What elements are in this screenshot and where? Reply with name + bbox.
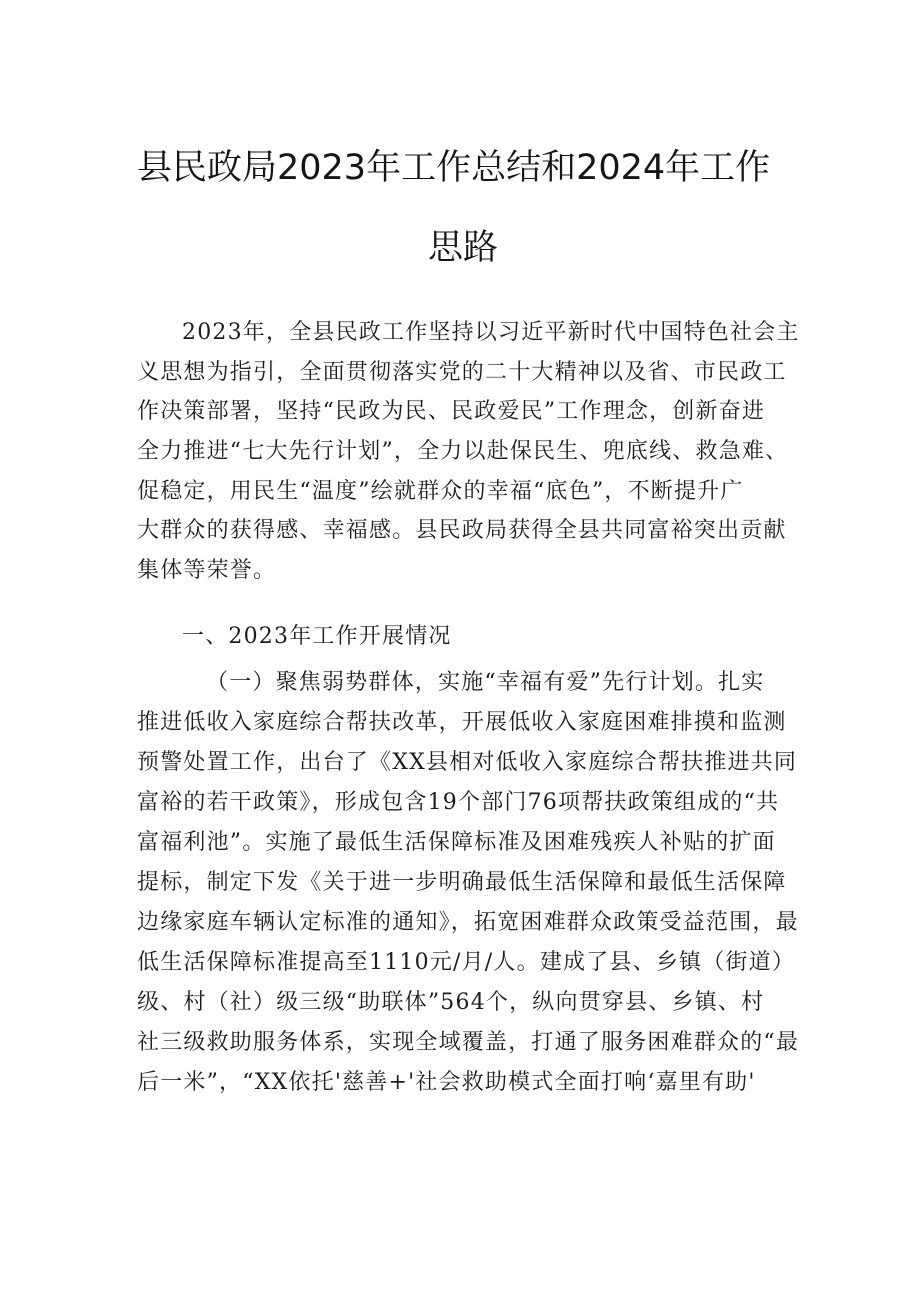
paragraph-line: 预警处置工作，出台了《XX县相对低收入家庭综合帮扶推进共同 [137, 750, 798, 775]
paragraph-line: 义思想为指引，全面贯彻落实党的二十大精神以及省、市民政工 [137, 360, 787, 385]
paragraph-line: 全力推进“七大先行计划”，全力以赴保民生、兜底线、救急难、 [137, 439, 789, 464]
paragraph-line: 后一米”，“XX依托'慈善+'社会救助模式全面打响‘嘉里有助' [137, 1070, 756, 1095]
paragraph-line: 富福利池”。实施了最低生活保障标准及困难残疾人补贴的扩面 [137, 830, 776, 855]
paragraph-line: 大群众的获得感、幸福感。县民政局获得全县共同富裕突出贡献 [137, 518, 787, 543]
paragraph-line: 促稳定，用民生“温度”绘就群众的幸福“底色”，不断提升广 [137, 479, 744, 504]
paragraph-line: 边缘家庭车辆认定标准的通知》，拓宽困难群众政策受益范围，最 [137, 910, 799, 935]
paragraph-line: （一）聚焦弱势群体，实施“幸福有爱”先行计划。扎实 [206, 670, 765, 695]
paragraph-line: 低生活保障标准提高至1110元/月/人。建成了县、乡镇（街道） [137, 950, 796, 975]
document-title-line-1: 县民政局2023年工作总结和2024年工作 [137, 148, 771, 188]
paragraph-line: 推进低收入家庭综合帮扶改革，开展低收入家庭困难排摸和监测 [137, 710, 787, 735]
paragraph-line: 社三级救助服务体系，实现全域覆盖，打通了服务困难群众的“最 [137, 1030, 800, 1055]
document-title-line-2: 思路 [428, 228, 499, 268]
section-heading: 一、2023年工作开展情况 [182, 624, 452, 649]
paragraph-line: 作决策部署，坚持“民政为民、民政爱民”工作理念，创新奋进 [137, 399, 766, 424]
paragraph-line: 级、村（社）级三级“助联体”564个，纵向贯穿县、乡镇、村 [137, 990, 765, 1015]
paragraph-line: 提标，制定下发《关于进一步明确最低生活保障和最低生活保障 [137, 870, 787, 895]
paragraph-line: 富裕的若干政策》，形成包含19个部门76项帮扶政策组成的“共 [137, 790, 780, 815]
paragraph-line: 2023年，全县民政工作坚持以习近平新时代中国特色社会主 [182, 320, 800, 345]
paragraph-line: 集体等荣誉。 [137, 558, 277, 583]
